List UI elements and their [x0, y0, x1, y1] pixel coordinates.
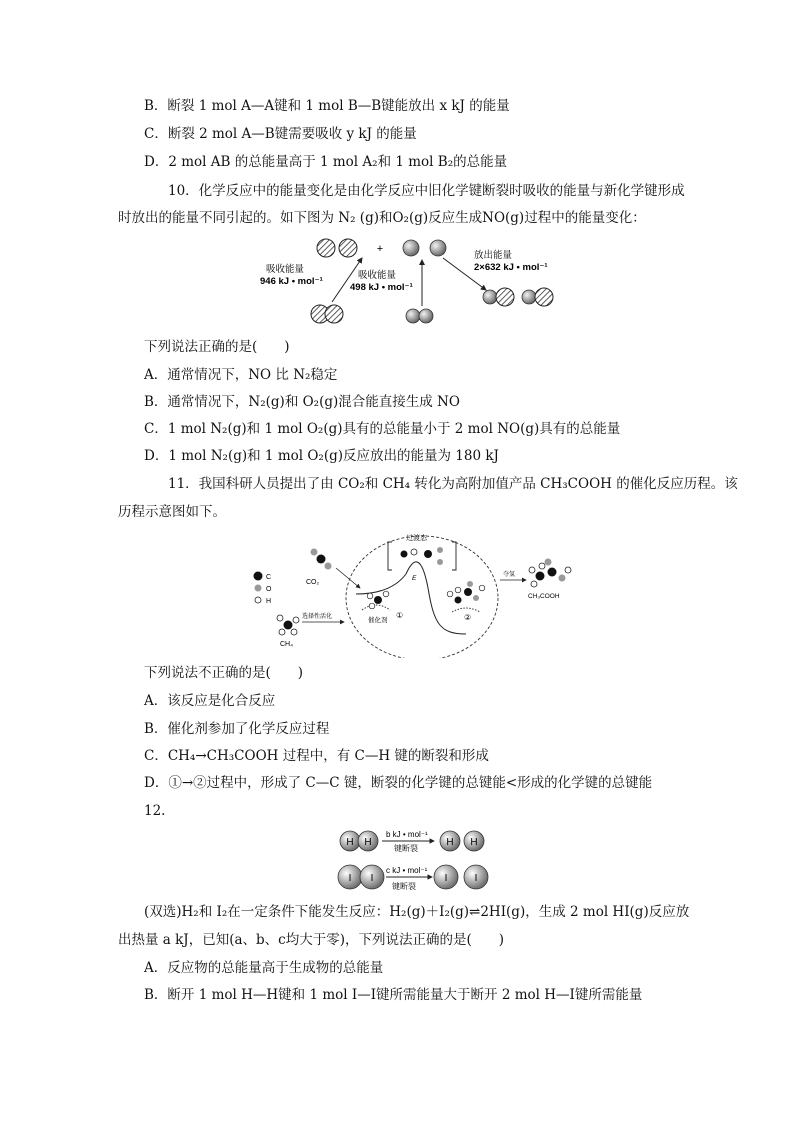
product-c-atom [536, 572, 545, 581]
o-atom [430, 240, 446, 256]
q12-option-b: B．断开 1 mol H—H键和 1 mol I—I键所需能量大于断开 2 mol H—I键所需能量 [144, 987, 643, 1003]
h-symbol: H [446, 837, 454, 848]
q11-stem-line2: 历程示意图如下。 [118, 504, 226, 520]
break1-label: 键断裂 [394, 844, 418, 853]
n-atom [339, 239, 357, 257]
catalyst-surface-2 [452, 608, 480, 612]
q11-question: 下列说法不正确的是( ) [144, 665, 304, 681]
absorb1-label: 吸收能量 [266, 264, 305, 275]
product-o-atom [545, 559, 552, 566]
product-h-atom [539, 563, 545, 569]
h-symbol: H [346, 837, 354, 848]
legend-c-dot [254, 572, 263, 581]
ts-atom [437, 559, 443, 565]
co2-o-atom [311, 549, 318, 556]
product-c-atom [548, 568, 557, 577]
selective-activation-label: 选择性活化 [302, 614, 333, 620]
legend-c-label: C [266, 574, 272, 581]
q9-option-d: D．2 mol AB 的总能量高于 1 mol A₂和 1 mol B₂的总能量 [144, 154, 508, 170]
break2-label: 键断裂 [392, 882, 416, 891]
product-h-atom [531, 581, 537, 587]
q10-option-a: A．通常情况下，NO 比 N₂稳定 [144, 367, 338, 383]
q9-option-b: B．断裂 1 mol A—A键和 1 mol B—B键能放出 x kJ 的能量 [144, 98, 510, 114]
q12-stem-line1: (双选)H₂和 I₂在一定条件下能发生反应：H₂(g)＋I₂(g)⇌2HI(g)，生成 2 mol HI(g)反应放 [144, 904, 690, 920]
legend-h-label: H [266, 598, 272, 605]
adsorbed-h-atom [369, 603, 375, 609]
legend-o-label: O [266, 586, 272, 593]
co2-o-atom [325, 563, 332, 570]
activation-energy-label: E [412, 575, 417, 582]
ts-atom [424, 550, 432, 558]
step2-label: ② [464, 613, 472, 622]
catalyst-label: 催化剂 [368, 617, 388, 624]
q9-option-c: C．断裂 2 mol A—B键需要吸收 y kJ 的能量 [144, 126, 417, 142]
no-n-atom [496, 288, 514, 306]
no-n-atom [535, 288, 553, 306]
n2-molecule-atom [325, 305, 343, 323]
q11-option-d: D．①→②过程中，形成了 C—C 键，断裂的化学键的总键能<形成的化学键的总键能 [144, 775, 653, 791]
q10-stem-line2: 时放出的能量不同引起的。如下图为 N₂ (g)和O₂(g)反应生成NO(g)过程中的能量变化： [118, 210, 646, 226]
q10-stem-line1: 10．化学反应中的能量变化是由化学反应中旧化学键断裂时吸收的能量与新化学键形成 [168, 183, 685, 199]
catalyst-surface [362, 605, 390, 610]
c-energy-label: c kJ • mol⁻¹ [386, 866, 428, 875]
q11-option-c: C．CH₄→CH₃COOH 过程中，有 C—H 键的断裂和形成 [144, 748, 489, 764]
product-label: CH₃COOH [528, 593, 560, 600]
ts-bracket-right [452, 542, 456, 570]
n-atom [317, 239, 335, 257]
ch4-c-atom [284, 621, 293, 630]
o2-molecule-atom [406, 309, 420, 323]
adsorbed-h-atom [367, 593, 373, 599]
release-value: 2×632 kJ • mol⁻¹ [474, 262, 548, 273]
q12-number: 12. [144, 803, 166, 819]
state2-atom [447, 591, 453, 597]
ts-atom [437, 547, 443, 553]
q10-option-d: D．1 mol N₂(g)和 1 mol O₂(g)反应放出的能量为 180 kJ [144, 448, 499, 464]
ch4-h-atom [277, 615, 283, 621]
plus-sign: + [376, 243, 384, 255]
no-o-atom [522, 290, 536, 304]
step1-label: ① [396, 611, 404, 620]
co2-c-atom [317, 555, 326, 564]
product-h-atom [565, 567, 571, 573]
legend-h-dot [255, 597, 261, 603]
no-o-atom [483, 290, 497, 304]
ch4-h-atom [291, 629, 297, 635]
state2-atom [464, 588, 472, 596]
i-symbol: I [348, 873, 352, 884]
q11-option-a: A．该反应是化合反应 [144, 693, 276, 709]
ch4-h-atom [279, 629, 285, 635]
state2-atom [479, 585, 485, 591]
state2-atom [467, 581, 473, 587]
ts-bracket-left [388, 542, 392, 570]
o-atom [403, 240, 419, 256]
h-symbol: H [364, 837, 372, 848]
q10-energy-figure [250, 228, 570, 328]
i-symbol: I [370, 873, 374, 884]
absorb2-label: 吸收能量 [358, 270, 397, 281]
adsorbed-c-atom [374, 596, 382, 604]
o2-molecule-atom [419, 309, 433, 323]
i-symbol: I [474, 873, 478, 884]
q11-mechanism-figure [244, 528, 580, 658]
q12-option-a: A．反应物的总能量高于生成物的总能量 [144, 960, 384, 976]
q12-bond-figure [336, 826, 492, 894]
absorb1-value: 946 kJ • mol⁻¹ [260, 276, 323, 287]
product-o-atom [559, 575, 566, 582]
q12-stem-line2: 出热量 a kJ，已知(a、b、c均大于零)，下列说法正确的是( ) [118, 932, 505, 948]
ts-atom [401, 551, 408, 558]
co2-label: CO₂ [306, 579, 320, 586]
transition-state-label: 过渡态 [406, 535, 427, 542]
ch4-h-atom [293, 617, 299, 623]
q10-option-b: B．通常情况下，N₂(g)和 O₂(g)混合能直接生成 NO [144, 394, 460, 410]
q11-option-b: B．催化剂参加了化学反应过程 [144, 721, 330, 737]
q10-question: 下列说法正确的是( ) [144, 339, 290, 355]
ch4-label: CH₄ [280, 641, 293, 648]
h-symbol: H [470, 837, 478, 848]
state2-atom [455, 597, 462, 604]
ts-atom [411, 549, 417, 555]
i-symbol: I [444, 873, 448, 884]
absorb2-value: 498 kJ • mol⁻¹ [350, 282, 413, 293]
release-label: 放出能量 [474, 250, 513, 261]
q10-option-c: C．1 mol N₂(g)和 1 mol O₂(g)具有的总能量小于 2 mol NO(g)具有的总能量 [144, 421, 621, 437]
adsorbed-h-atom [383, 591, 389, 597]
legend-o-dot [255, 585, 262, 592]
dehydro-label: 夺氢 [503, 572, 516, 578]
b-energy-label: b kJ • mol⁻¹ [386, 830, 428, 839]
state2-atom [455, 587, 461, 593]
state2-atom [473, 595, 479, 601]
product-h-atom [529, 567, 535, 573]
q11-stem-line1: 11．我国科研人员提出了由 CO₂和 CH₄ 转化为高附加值产品 CH₃COOH 的催化反应历程。该 [168, 476, 738, 492]
